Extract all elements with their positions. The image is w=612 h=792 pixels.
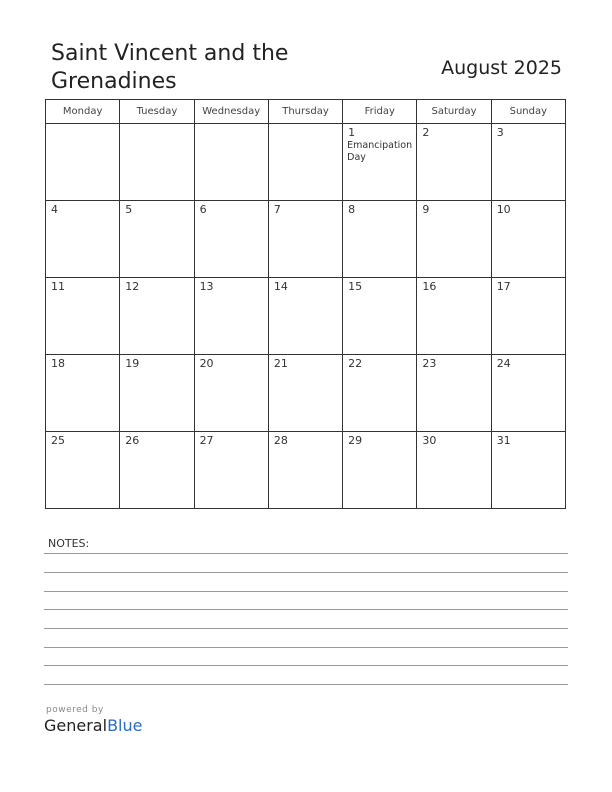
day-cell	[120, 124, 194, 201]
day-cell	[417, 278, 491, 355]
note-line	[44, 665, 568, 666]
day-number: 23	[422, 357, 437, 370]
day-cell	[417, 355, 491, 432]
weekday-thursday: Thursday	[268, 100, 342, 124]
week-row	[46, 355, 566, 432]
calendar-title: Saint Vincent and the Grenadines	[51, 41, 289, 94]
day-cell	[268, 432, 342, 509]
day-cell	[46, 278, 120, 355]
day-cell	[194, 432, 268, 509]
weekday-header-row	[46, 100, 566, 124]
note-line	[44, 684, 568, 685]
day-number: 8	[348, 203, 356, 216]
weekday-friday: Friday	[343, 100, 417, 124]
day-number: 18	[51, 357, 65, 370]
day-cell	[120, 201, 194, 278]
day-cell	[268, 355, 342, 432]
day-cell	[268, 124, 342, 201]
day-number: 4	[51, 203, 58, 216]
day-number: 28	[273, 434, 288, 447]
week-row	[46, 201, 566, 278]
day-cell	[491, 278, 565, 355]
note-line	[44, 572, 568, 573]
day-number: 30	[422, 434, 437, 447]
day-number: 16	[422, 280, 437, 293]
day-number: 10	[496, 203, 511, 216]
week-row	[46, 124, 566, 201]
day-cell	[343, 355, 417, 432]
day-cell	[417, 124, 491, 201]
day-number: 9	[422, 203, 430, 216]
day-cell	[120, 355, 194, 432]
day-cell	[491, 124, 565, 201]
day-number: 15	[348, 280, 363, 293]
day-number: 21	[273, 357, 288, 370]
day-number: 31	[496, 434, 511, 447]
day-number: 12	[125, 280, 140, 293]
day-number: 6	[199, 203, 207, 216]
day-cell	[417, 432, 491, 509]
day-cell	[491, 432, 565, 509]
powered-by-text: powered by	[46, 705, 104, 715]
day-number: 20	[199, 357, 214, 370]
note-line	[44, 591, 568, 592]
day-number: 3	[496, 126, 504, 139]
day-number: 13	[199, 280, 214, 293]
generalblue-logo	[44, 716, 142, 735]
day-number: 25	[51, 434, 65, 447]
day-number: 26	[125, 434, 140, 447]
calendar-grid	[45, 99, 566, 509]
day-cell	[268, 278, 342, 355]
brand-general: General	[44, 716, 108, 735]
day-cell	[46, 355, 120, 432]
day-number: 1	[348, 126, 356, 139]
day-cell	[194, 278, 268, 355]
day-number: 19	[125, 357, 140, 370]
day-number: 2	[422, 126, 430, 139]
brand-blue: Blue	[107, 716, 143, 735]
day-number: 5	[125, 203, 133, 216]
day-number: 14	[273, 280, 288, 293]
weekday-tuesday: Tuesday	[120, 100, 194, 124]
day-number: 27	[199, 434, 214, 447]
day-number: 29	[348, 434, 363, 447]
note-line	[44, 647, 568, 648]
day-number: 17	[496, 280, 511, 293]
day-cell	[194, 124, 268, 201]
day-cell	[194, 355, 268, 432]
week-row	[46, 278, 566, 355]
day-cell	[417, 201, 491, 278]
day-cell	[491, 201, 565, 278]
weekday-wednesday: Wednesday	[194, 100, 268, 124]
day-cell	[194, 201, 268, 278]
day-number: 7	[273, 203, 281, 216]
holiday-event: Emancipation Day	[347, 140, 413, 163]
day-cell	[46, 201, 120, 278]
day-cell	[491, 355, 565, 432]
day-cell	[343, 201, 417, 278]
day-number: 11	[51, 280, 65, 293]
notes-label: NOTES:	[48, 537, 90, 550]
day-number: 24	[496, 357, 511, 370]
note-line	[44, 553, 568, 554]
day-cell	[120, 278, 194, 355]
day-cell	[268, 201, 342, 278]
weekday-monday: Monday	[46, 100, 120, 124]
day-cell	[343, 278, 417, 355]
week-row	[46, 432, 566, 509]
day-cell	[343, 124, 417, 201]
note-line	[44, 609, 568, 610]
day-number: 22	[348, 357, 363, 370]
calendar-month: August 2025	[441, 57, 562, 79]
day-cell	[343, 432, 417, 509]
day-cell	[46, 432, 120, 509]
day-cell	[46, 124, 120, 201]
weekday-sunday: Sunday	[491, 100, 565, 124]
note-line	[44, 628, 568, 629]
day-cell	[120, 432, 194, 509]
weekday-saturday: Saturday	[417, 100, 491, 124]
